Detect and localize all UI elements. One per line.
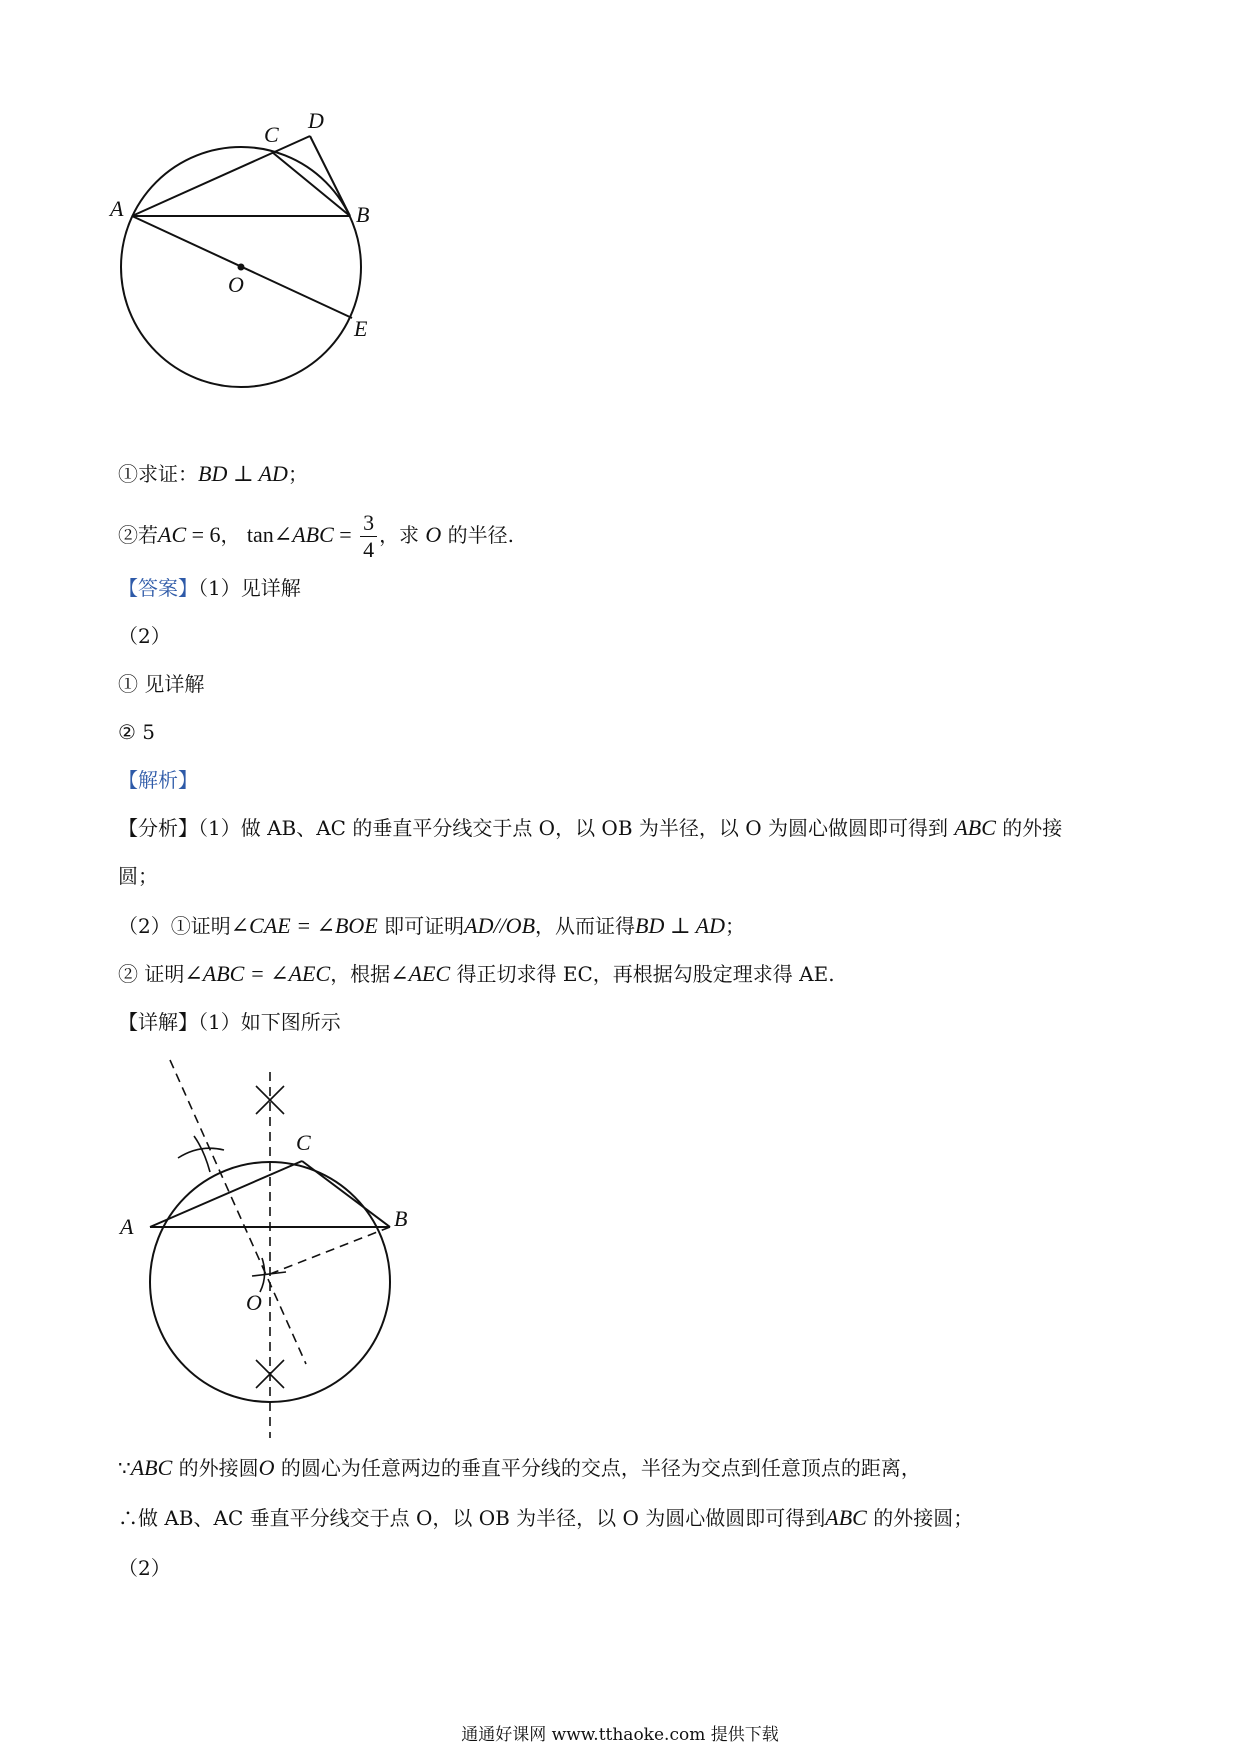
chord-cb [302,1161,390,1227]
detail-line: 【详解】（1）如下图所示 [118,1010,341,1034]
label-e: E [354,316,368,341]
question-part-1: ①求证：BD ⊥ AD； [118,461,308,486]
label-o: O [228,272,244,297]
analysis-fenxi-cont: 圆； [118,864,158,888]
label-a: A [110,196,124,221]
answer-part-2-2: ② 5 [118,720,156,744]
answer-line: 【答案】（1）见详解 [118,576,301,600]
label-o: O [246,1290,262,1315]
answer-part-2: （2） [118,624,171,648]
fraction-three-quarters: $\frac{3}{4}$ [360,510,377,563]
analysis-step-2-1: （2）①证明∠CAE = ∠BOE 即可证明AD//OB，从而证得BD ⊥ AD； [118,913,745,938]
because-line: ∵ABC 的外接圆O 的圆心为任意两边的垂直平分线的交点，半径为交点到任意顶点的距离， [118,1455,921,1480]
answer-part-2-1: ① 见详解 [118,672,205,696]
center-dot [238,264,245,271]
figure-circle-abcde [100,100,420,440]
segment-db [310,136,350,216]
analysis-tag: 【解析】 [118,768,198,792]
label-c: C [296,1130,311,1155]
footer-credit: 通通好课网 www.tthaoke.com 提供下载 [461,1725,779,1745]
label-d: D [308,108,324,133]
arc-mark-center [252,1258,286,1292]
analysis-step-2-2: ② 证明∠ABC = ∠AEC，根据∠AEC 得正切求得 EC，再根据勾股定理求得 AE. [118,961,835,986]
label-c: C [264,122,279,147]
part-2-heading: （2） [118,1556,171,1580]
analysis-fenxi: 【分析】（1）做 AB、AC 的垂直平分线交于点 O，以 OB 为半径，以 O 为圆心做圆即可得到 ABC 的外接 [118,815,1063,840]
therefore-line: ∴做 AB、AC 垂直平分线交于点 O，以 OB 为半径，以 O 为圆心做圆即可得到ABC 的外接圆； [118,1505,974,1530]
label-b: B [356,202,370,227]
radius-ob [270,1227,390,1274]
label-a: A [120,1214,134,1239]
label-b: B [394,1206,408,1231]
bisector-ac [170,1060,306,1364]
question-part-2: ②若AC = 6， tan∠ABC = $\frac{3}{4}$ ，求 O 的半径. [118,510,515,562]
answer-tag: 【答案】 [118,576,198,600]
arc-mark-left [178,1136,224,1172]
figure-construction [110,1040,430,1460]
segment-cb [272,152,350,216]
